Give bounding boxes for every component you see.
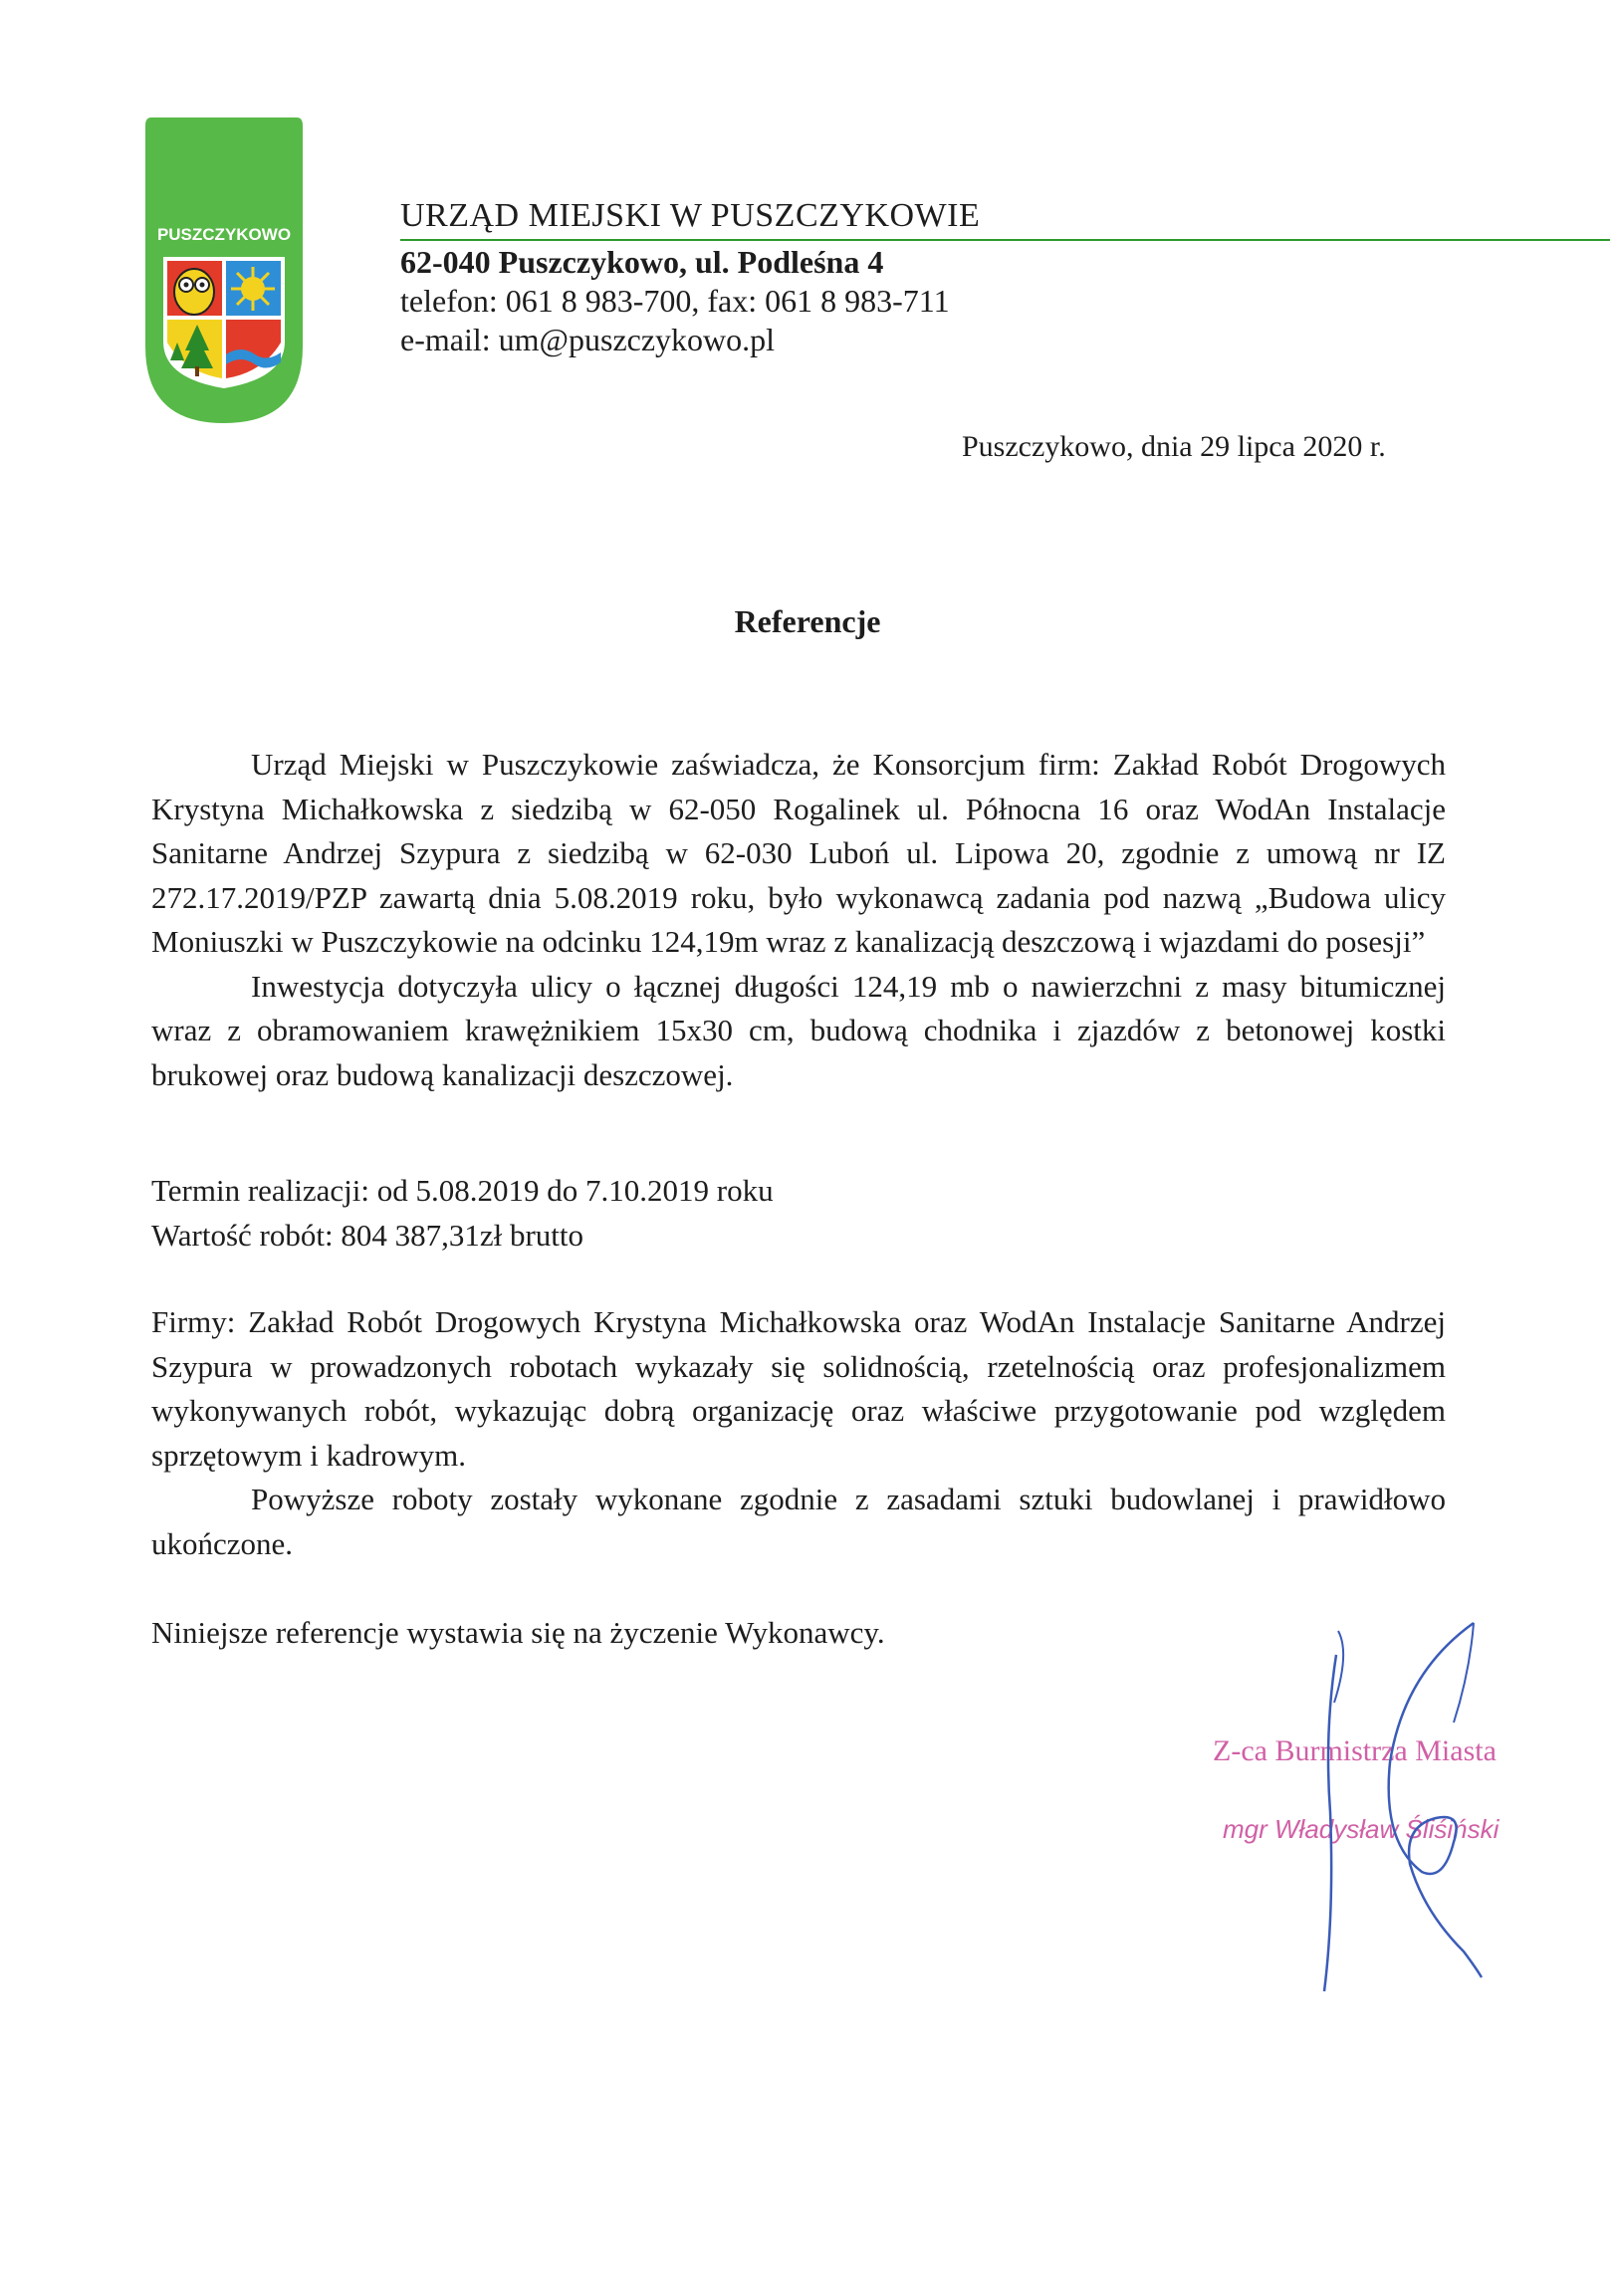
realization-term: Termin realizacji: od 5.08.2019 do 7.10.2019 roku <box>151 1173 774 1208</box>
paragraph-completion: Powyższe roboty zostały wykonane zgodnie z zasadami sztuki budowlanej i prawidłowo ukończone. <box>151 1482 1446 1561</box>
office-name: URZĄD MIEJSKI W PUSZCZYKOWIE <box>400 197 981 234</box>
document-date: Puszczykowo, dnia 29 lipca 2020 r. <box>962 430 1386 463</box>
paragraph-assessment: Firmy: Zakład Robót Drogowych Krystyna Michałkowska oraz WodAn Instalacje Sanitarne Andrzej Szypura w prowadzonych robotach wykazały się solidnością, rzetelnością oraz profesjonalizmem wykonywanych robót, wykazując dobrą organizację oraz właściwe przygotowanie pod względem sprzętowym i kadrowym. <box>151 1304 1446 1473</box>
body-section-details <box>151 1169 1446 1258</box>
handwritten-signature <box>1294 1613 1533 2011</box>
stamp-name: mgr Władysław Śliśiński <box>1223 1814 1500 1844</box>
paragraph-closing: Niniejsze referencje wystawia się na życzenie Wykonawcy. <box>151 1615 885 1650</box>
city-crest-logo <box>145 117 303 423</box>
body-section-1 <box>151 743 1446 1097</box>
header-rule <box>400 239 1610 241</box>
stamp-role: Z-ca Burmistrza Miasta <box>1213 1734 1497 1767</box>
works-value: Wartość robót: 804 387,31zł brutto <box>151 1217 584 1253</box>
document-title: Referencje <box>734 603 881 639</box>
body-section-closing <box>151 1611 1446 1656</box>
shield-icon <box>163 257 285 388</box>
owl-icon <box>174 269 214 315</box>
office-phone: telefon: 061 8 983-700, fax: 061 8 983-711 <box>400 283 950 319</box>
paragraph-investment: Inwestycja dotyczyła ulicy o łącznej długości 124,19 mb o nawierzchni z masy bitumicznej wraz z obramowaniem krawężnikiem 15x30 cm, budową chodnika i zjazdów z betonowej kostki brukowej oraz budową kanalizacji deszczowej. <box>151 968 1446 1092</box>
paragraph-certification: Urząd Miejski w Puszczykowie zaświadcza, że Konsorcjum firm: Zakład Robót Drogowych Krystyna Michałkowska z siedzibą w 62-050 Rogalinek ul. Północna 16 oraz WodAn Instalacje Sanitarne Andrzej Szypura z siedzibą w 62-030 Luboń ul. Lipowa 20, zgodnie z umową nr IZ 272.17.2019/PZP zawartą dnia 5.08.2019 roku, było wykonawcą zadania pod nazwą „Budowa ulicy Moniuszki w Puszczykowie na odcinku 124,19m wraz z kanalizacją deszczową i wjazdami do posesji” <box>151 747 1446 959</box>
crest-label: PUSZCZYKOWO <box>156 225 292 244</box>
office-address: 62-040 Puszczykowo, ul. Podleśna 4 <box>400 244 884 280</box>
letterhead <box>400 195 1615 359</box>
body-section-3 <box>151 1300 1446 1566</box>
office-email: e-mail: um@puszczykowo.pl <box>400 322 776 357</box>
sun-icon <box>231 267 275 311</box>
